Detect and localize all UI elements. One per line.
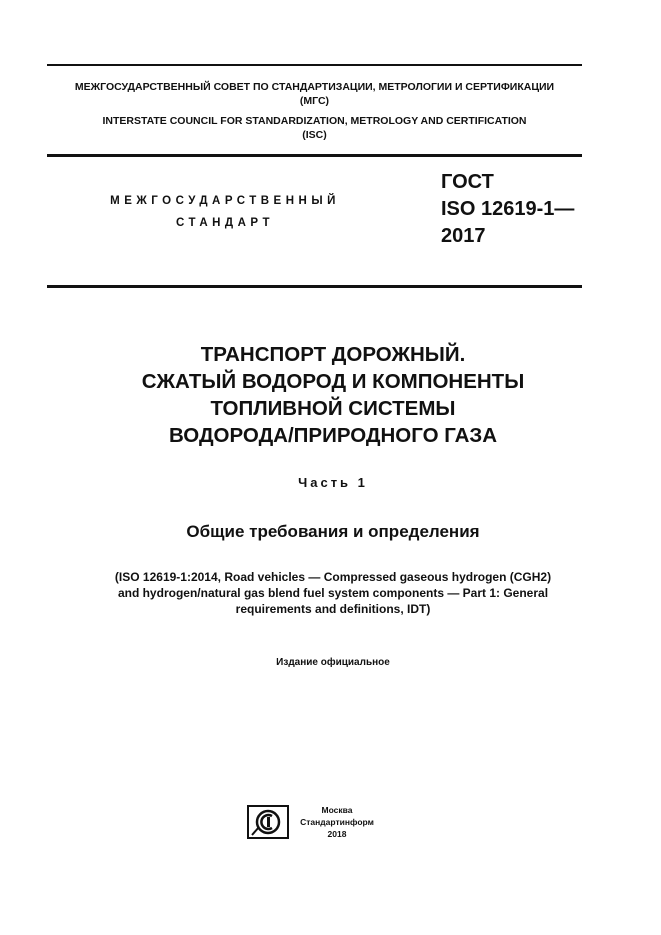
iso-reference bbox=[47, 569, 619, 617]
iso-reference-line1: (ISO 12619-1:2014, Road vehicles — Compressed gaseous hydrogen (CGH2) bbox=[114, 570, 552, 584]
publisher-city: Москва bbox=[321, 805, 353, 815]
council-abbr-en: (ISC) bbox=[302, 129, 327, 141]
edition-note: Издание официальное bbox=[276, 657, 390, 668]
council-name-en: INTERSTATE COUNCIL FOR STANDARDIZATION, METROLOGY AND CERTIFICATION bbox=[102, 115, 527, 127]
standard-type bbox=[60, 190, 390, 234]
document-title bbox=[47, 341, 619, 449]
title-line2: СЖАТЫЙ ВОДОРОД И КОМПОНЕНТЫ bbox=[141, 370, 525, 393]
designation-line3: 2017 bbox=[441, 225, 486, 247]
standard-type-line1: МЕЖГОСУДАРСТВЕННЫЙ bbox=[110, 195, 340, 207]
designation-rule bbox=[47, 285, 582, 288]
standartinform-logo-icon bbox=[247, 805, 289, 839]
iso-reference-line3: requirements and definitions, IDT) bbox=[235, 602, 431, 616]
council-name-ru: МЕЖГОСУДАРСТВЕННЫЙ СОВЕТ ПО СТАНДАРТИЗАЦИИ, МЕТРОЛОГИИ И СЕРТИФИКАЦИИ bbox=[74, 81, 555, 93]
title-line1: ТРАНСПОРТ ДОРОЖНЫЙ. bbox=[200, 343, 466, 366]
designation-line1: ГОСТ bbox=[441, 171, 494, 193]
designation-line2: ISO 12619-1— bbox=[441, 198, 575, 220]
part-number: Часть 1 bbox=[298, 475, 368, 490]
publisher-name: Стандартинформ bbox=[300, 817, 374, 827]
council-header bbox=[47, 80, 582, 142]
council-rule bbox=[47, 154, 582, 157]
standard-type-line2: СТАНДАРТ bbox=[176, 217, 274, 229]
council-abbr-ru: (МГС) bbox=[299, 95, 330, 107]
publisher-year: 2018 bbox=[327, 829, 347, 839]
title-line3: ТОПЛИВНОЙ СИСТЕМЫ bbox=[210, 397, 456, 420]
top-rule bbox=[47, 64, 582, 66]
document-subtitle: Общие требования и определения bbox=[186, 522, 480, 541]
publisher-block bbox=[296, 804, 378, 840]
iso-reference-line2: and hydrogen/natural gas blend fuel system components — Part 1: General bbox=[117, 586, 549, 600]
standard-designation bbox=[441, 169, 574, 250]
title-line4: ВОДОРОДА/ПРИРОДНОГО ГАЗА bbox=[168, 424, 498, 447]
